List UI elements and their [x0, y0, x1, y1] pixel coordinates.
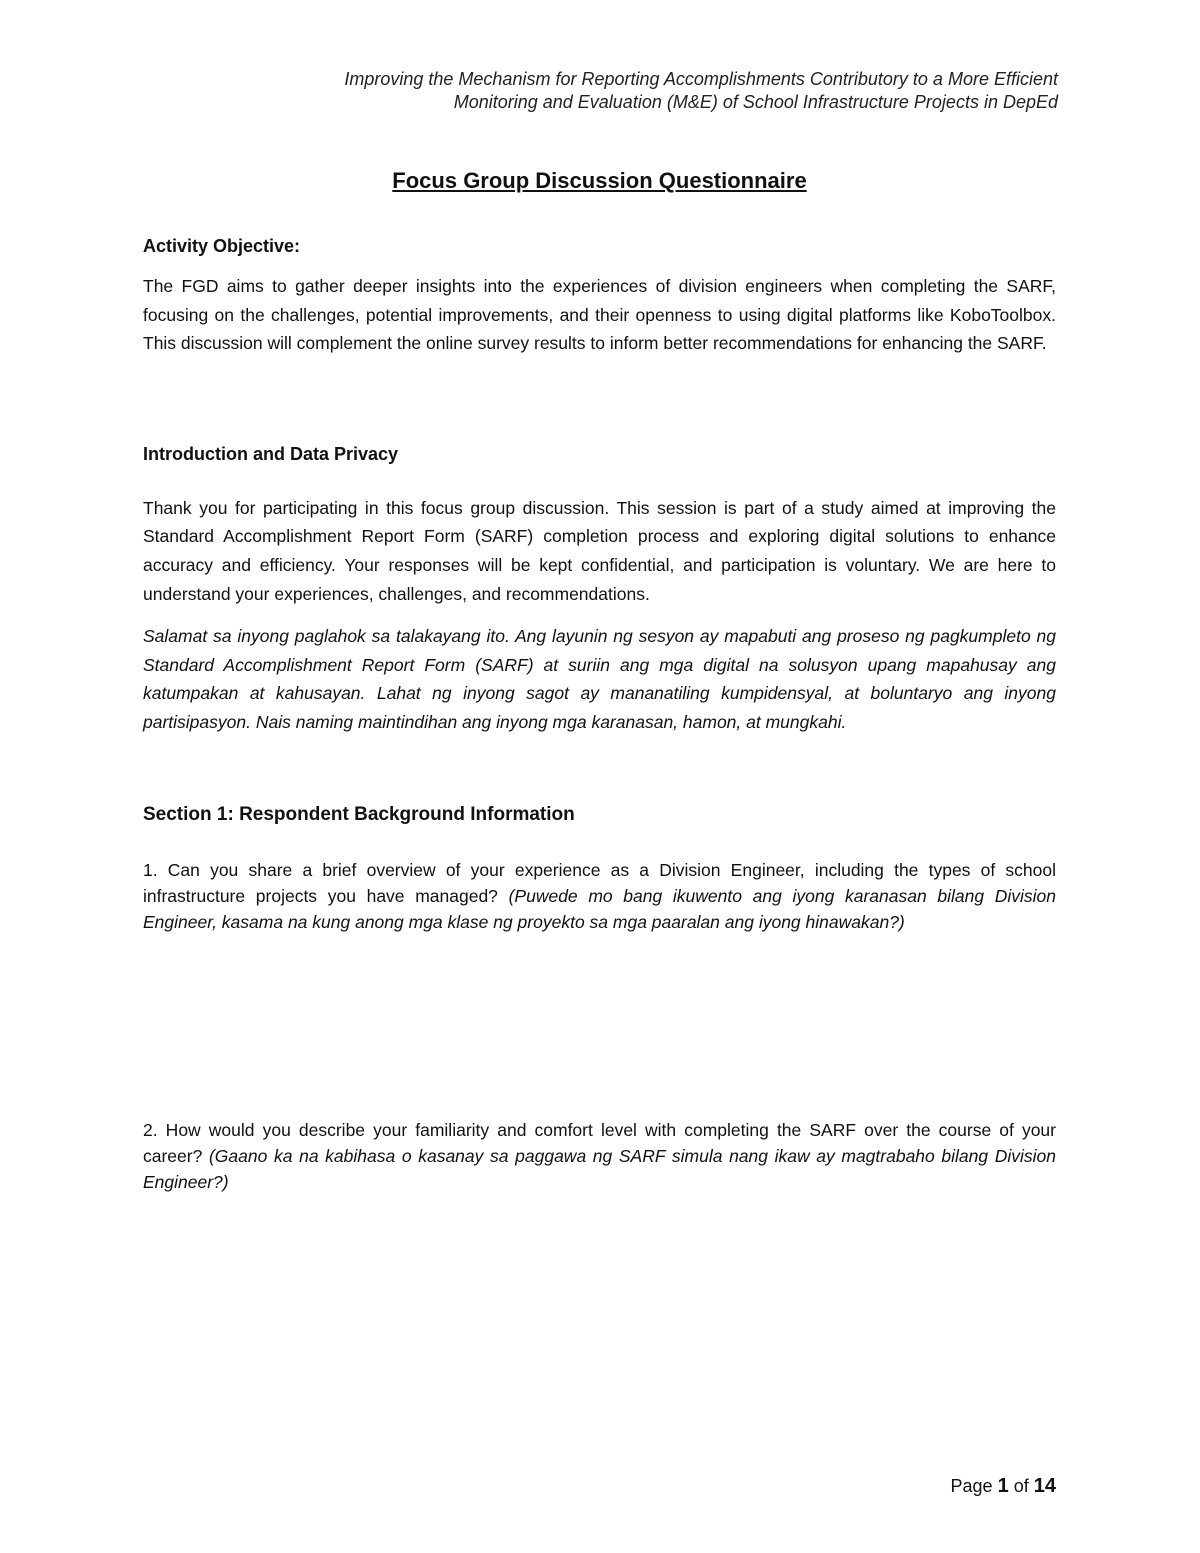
header-line-2: Monitoring and Evaluation (M&E) of School Infrastructure Projects in DepEd: [453, 92, 1058, 112]
question-1-english: 1. Can you share a brief overview of your experience as a Division Engineer, including the types of school infrastructure projects you have managed?: [143, 859, 1056, 906]
introduction-heading: Introduction and Data Privacy: [143, 443, 399, 464]
header-line-1: Improving the Mechanism for Reporting Accomplishments Contributory to a More Efficient: [344, 69, 1058, 89]
question-1: [143, 857, 1056, 935]
introduction-section: [143, 442, 1056, 737]
of-word: of: [1013, 1476, 1029, 1496]
document-body: [143, 166, 1056, 1195]
introduction-english-text: Thank you for participating in this focus group discussion. This session is part of a study aimed at improving the Standard Accomplishment Report Form (SARF) completion process and exploring digital solutions to enhance accuracy and efficiency. Your responses will be kept confidential, and participation is voluntary. We are here to understand your experiences, challenges, and recommendations.: [143, 497, 1056, 604]
page-word: Page: [950, 1476, 993, 1496]
page-current-number: 1: [997, 1475, 1009, 1497]
question-2-filipino: (Gaano ka na kabihasa o kasanay sa paggawa ng SARF simula nang ikaw ay magtrabaho bilang Division Engineer?): [143, 1145, 1056, 1192]
section-1-heading: Section 1: Respondent Background Information: [143, 803, 575, 825]
question-2: [143, 1117, 1056, 1195]
document-title: Focus Group Discussion Questionnaire: [392, 168, 807, 193]
question-2-english: 2. How would you describe your familiarity and comfort level with completing the SARF over the course of your career?: [143, 1119, 1056, 1166]
activity-objective-label: Activity Objective:: [143, 236, 301, 256]
running-header: [158, 68, 1058, 114]
page-number-footer: [951, 1474, 1056, 1498]
page-total-number: 14: [1033, 1475, 1056, 1497]
activity-objective-section: [143, 234, 1056, 358]
introduction-filipino-text: Salamat sa inyong paglahok sa talakayang ito. Ang layunin ng sesyon ay mapabuti ang proseso ng pagkumpleto ng Standard Accomplishment Report Form (SARF) at suriin ang mga digital na solusyon upang mapahusay ang katumpakan at kahusayan. Lahat ng inyong sagot ay mananatiling kumpidensyal, at boluntaryo ang inyong partisipasyon. Nais naming maintindihan ang inyong mga karanasan, hamon, at mungkahi.: [143, 626, 1056, 732]
question-1-filipino: (Puwede mo bang ikuwento ang iyong karanasan bilang Division Engineer, kasama na kung anong mga klase ng proyekto sa mga paaralan ang iyong hinawakan?): [143, 885, 1056, 932]
section-1: [143, 803, 1056, 1195]
activity-objective-text: The FGD aims to gather deeper insights into the experiences of division engineers when completing the SARF, focusing on the challenges, potential improvements, and their openness to using digital platforms like KoboToolbox. This discussion will complement the online survey results to inform better recommendations for enhancing the SARF.: [143, 276, 1056, 354]
